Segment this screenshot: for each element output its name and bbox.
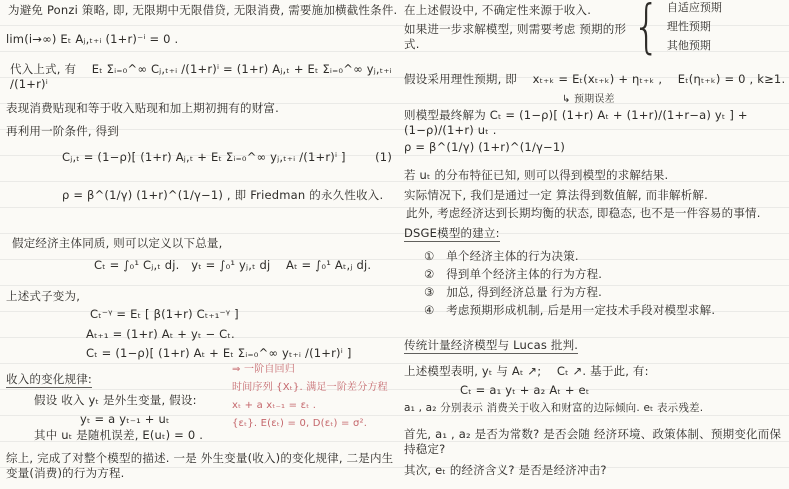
expectation-type-rational: 理性预期 bbox=[666, 19, 711, 33]
note-steady-state: 此外, 考虑经济达到长期均衡的状态, 即稳态, 也不是一件容易的事情. bbox=[406, 206, 761, 220]
note-ponzi-condition: 为避免 Ponzi 策略, 即, 无限期中无限借贷, 无限消费, 需要施加横截性条件. bbox=[8, 3, 398, 17]
brace-icon: { bbox=[632, 0, 661, 60]
expectation-types-group bbox=[628, 0, 722, 60]
eq-rho-definition bbox=[62, 188, 383, 203]
eq-aggregate-consumption: Cₜ = (1−ρ)[ (1+r) Aₜ + Eₜ Σᵢ₌₀^∞ yₜ₊ᵢ /(1+r)ⁱ ] bbox=[86, 346, 352, 360]
note-income-exogenous: 假设 收入 yₜ 是外生变量, 假设: bbox=[34, 393, 197, 407]
note-first-order-condition: 再利用一阶条件, 得到 bbox=[6, 124, 120, 138]
dsge-step-2: ② 得到单个经济主体的行为方程. bbox=[424, 267, 603, 281]
red-note-time-series: 时间序列 {Xₜ}. 满足一阶差分方程 bbox=[232, 382, 388, 393]
note-homogeneous-agents: 假定经济主体同质, 则可以定义以下总量, bbox=[12, 236, 223, 250]
note-model-summary: 综上, 完成了对整个模型的描述. 一是 外生变量(收入)的变化规律, 二是内生变量(消费)的行为方程. bbox=[6, 451, 394, 480]
dsge-step-4: ④ 考虑预期形成机制, 后是用一定技术手段对模型求解. bbox=[424, 303, 716, 317]
heading-income-process-text: 收入的变化规律: bbox=[6, 372, 92, 386]
note-forecast-error: ↳ 预期误差 bbox=[562, 94, 615, 105]
red-note-error-moments: {εₜ}. E(εₜ) = 0, D(εₜ) = σ². bbox=[232, 418, 368, 429]
heading-dsge-text: DSGE模型的建立: bbox=[404, 226, 500, 240]
eq-rho-body: ρ = β^(1/γ) (1+r)^(1/γ−1) bbox=[62, 188, 224, 202]
equation-number: (1) bbox=[375, 150, 392, 164]
note-uncertainty-source: 在上述假设中, 不确定性来源于收入. bbox=[404, 3, 592, 17]
note-numerical-solution: 实际情况下, 我们是通过一定 算法得到数值解, 而非解析解. bbox=[404, 188, 708, 202]
eq-income-ar1: yₜ = a yₜ₋₁ + uₜ bbox=[80, 412, 170, 426]
expectation-type-other: 其他预期 bbox=[666, 38, 711, 52]
eq-rho-definition-right: ρ = β^(1/γ) (1+r)^(1/γ−1) bbox=[404, 140, 566, 154]
note-random-error: 其中 uₜ 是随机误差, E(uₜ) = 0 . bbox=[34, 428, 204, 442]
note-expectation-forms: 如果进一步求解模型, 则需要考虑 预期的形式. bbox=[404, 22, 627, 51]
heading-dsge-construction bbox=[404, 226, 500, 241]
note-budget-meaning: 表现消费贴现和等于收入贴现和加上期初拥有的财富. bbox=[6, 101, 279, 115]
eq-consumption-function bbox=[62, 150, 392, 165]
eq-model-solution: 则模型最终解为 Cₜ = (1−ρ)[ (1+r) Aₜ + (1+r)/(1+r−a) yₜ ] + (1−ρ)/(1+r) uₜ . bbox=[404, 108, 748, 137]
red-note-ar1: ⇒ 一阶自回归 bbox=[232, 364, 295, 375]
left-column bbox=[4, 0, 398, 489]
note-coefficients-meaning: a₁ , a₂ 分别表示 消费关于收入和财富的边际倾向. eₜ 表示残差. bbox=[404, 402, 704, 414]
expectation-type-adaptive: 自适应预期 bbox=[666, 0, 722, 14]
eq-aggregates: Cₜ = ∫₀¹ Cⱼ,ₜ dj. yₜ = ∫₀¹ yⱼ,ₜ dj Aₜ = ∫₀¹ Aₜ,ⱼ dj. bbox=[94, 258, 372, 272]
note-known-distribution: 若 uₜ 的分布特征已知, 则可以得到模型的求解结果. bbox=[404, 168, 669, 182]
eq-transversality: lim(i→∞) Eₜ Aⱼ,ₜ₊ᵢ (1+r)⁻ⁱ = 0 . bbox=[6, 32, 179, 46]
right-column bbox=[402, 0, 787, 489]
question-error-meaning: 其次, eₜ 的经济含义? 是否是经济冲击? bbox=[404, 463, 607, 477]
note-model-implications: 上述模型表明, yₜ 与 Aₜ ↗; Cₜ ↗. 基于此, 有: bbox=[404, 364, 649, 378]
eq-wealth-accumulation: Aₜ₊₁ = (1+r) Aₜ + yₜ − Cₜ. bbox=[86, 327, 235, 341]
note-friedman-permanent-income: , 即 Friedman 的永久性收入. bbox=[226, 188, 384, 202]
dsge-step-1: ① 单个经济主体的行为决策. bbox=[424, 249, 579, 263]
eq-consumption-regression: Cₜ = a₁ yₜ + a₂ Aₜ + eₜ bbox=[460, 383, 590, 397]
heading-lucas-critique bbox=[404, 338, 578, 353]
eq-rational-expectations: 假设采用理性预期, 即 xₜ₊ₖ = Eₜ(xₜ₊ₖ) + ηₜ₊ₖ , Eₜ(ηₜ₊ₖ) = 0 , k≥1. bbox=[404, 72, 786, 86]
red-note-difference-equation: xₜ + a xₜ₋₁ = εₜ . bbox=[232, 400, 317, 411]
eq-budget-constraint: 代入上式, 有 Eₜ Σᵢ₌₀^∞ Cⱼ,ₜ₊ᵢ /(1+r)ⁱ = (1+r) Aⱼ,ₜ + Eₜ Σᵢ₌₀^∞ yⱼ,ₜ₊ᵢ /(1+r)ⁱ bbox=[10, 62, 392, 91]
heading-lucas-text: 传统计量经济模型与 Lucas 批判. bbox=[404, 338, 579, 352]
heading-income-process bbox=[6, 372, 92, 387]
red-annotation-block bbox=[232, 361, 402, 433]
dsge-step-3: ③ 加总, 得到经济总量 行为方程. bbox=[424, 285, 603, 299]
note-system-becomes: 上述式子变为, bbox=[6, 289, 81, 303]
eq-consumption-body: Cⱼ,ₜ = (1−ρ)[ (1+r) Aⱼ,ₜ + Eₜ Σᵢ₌₀^∞ yⱼ,ₜ₊ᵢ /(1+r)ⁱ ] bbox=[62, 150, 346, 164]
question-coefficient-stability: 首先, a₁ , a₂ 是否为常数? 是否会随 经济环境、政策体制、预期变化而保持稳定? bbox=[404, 427, 782, 456]
eq-euler: Cₜ⁻ᵞ = Eₜ [ β(1+r) Cₜ₊₁⁻ᵞ ] bbox=[90, 307, 239, 321]
